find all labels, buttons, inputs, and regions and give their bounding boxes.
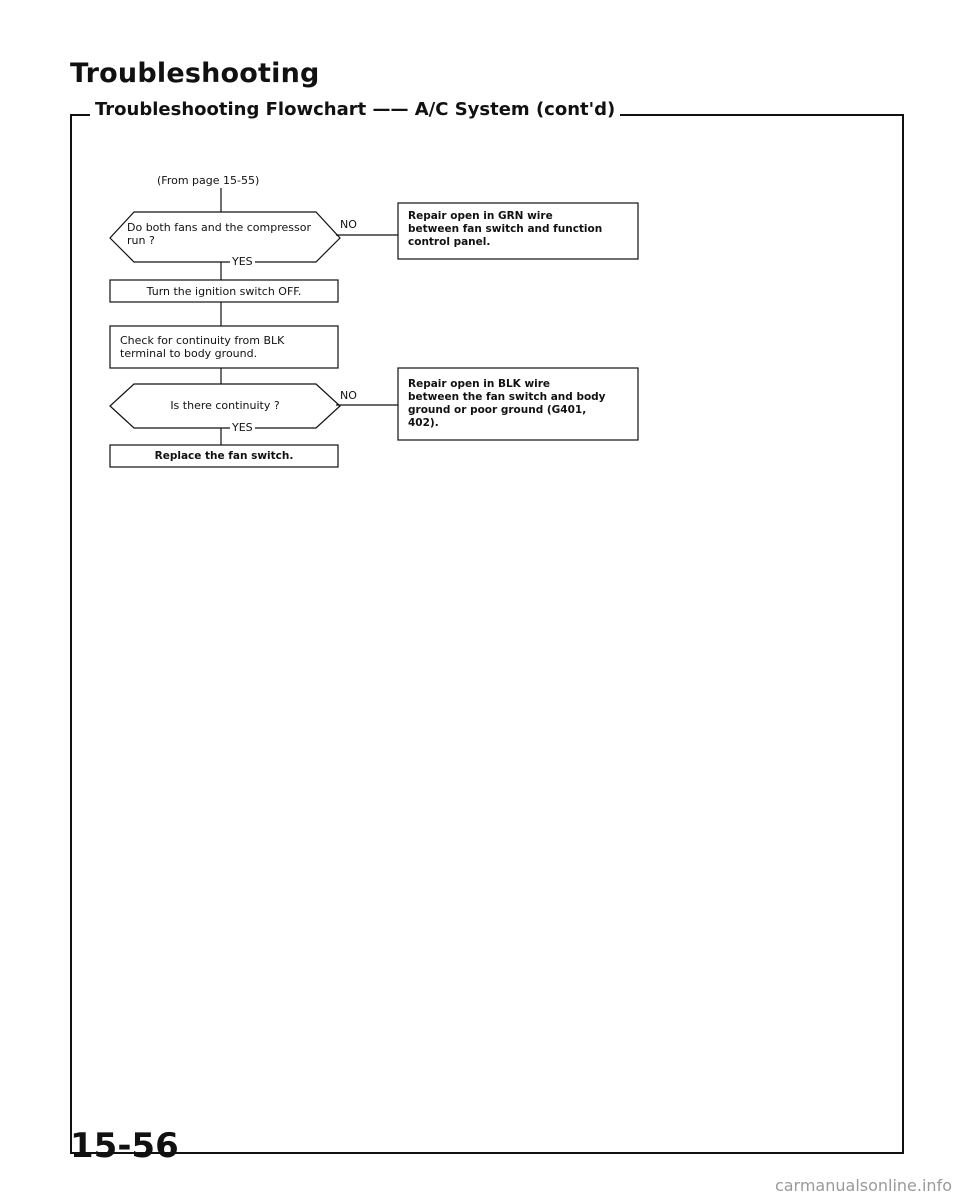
action-repair-blk: [408, 378, 628, 430]
from-page-label: (From page 15-55): [157, 174, 260, 187]
step-check-line2: terminal to body ground.: [120, 347, 258, 360]
action-repair-grn-line1: Repair open in GRN wire: [408, 210, 553, 222]
watermark: carmanualsonline.info: [774, 1176, 952, 1195]
no-label-1: NO: [340, 218, 357, 231]
action-replace-switch: Replace the fan switch.: [154, 450, 294, 462]
step-check-line1: Check for continuity from BLK: [120, 334, 285, 347]
action-repair-blk-line3: ground or poor ground (G401,: [408, 404, 587, 416]
action-repair-grn: [408, 210, 628, 249]
page-subtitle: Troubleshooting Flowchart —— A/C System (cont'd): [90, 99, 620, 120]
section-title: Troubleshooting: [70, 58, 320, 89]
decision-continuity: Is there continuity ?: [170, 399, 280, 412]
yes-label-2: YES: [232, 421, 253, 434]
step-check-continuity: [120, 334, 330, 360]
no-label-2: NO: [340, 389, 357, 402]
decision-fans-run-line2: run ?: [127, 234, 155, 247]
action-repair-blk-line2: between the fan switch and body: [408, 391, 606, 403]
page-number: 15-56: [70, 1126, 179, 1166]
action-repair-blk-line1: Repair open in BLK wire: [408, 378, 551, 390]
decision-fans-run: [127, 221, 327, 247]
action-repair-blk-line4: 402).: [408, 417, 439, 429]
decision-fans-run-line1: Do both fans and the compressor: [127, 221, 311, 234]
step-ignition-off: Turn the ignition switch OFF.: [146, 285, 302, 298]
action-repair-grn-line2: between fan switch and function: [408, 223, 603, 235]
yes-label-1: YES: [232, 255, 253, 268]
action-repair-grn-line3: control panel.: [408, 236, 491, 248]
